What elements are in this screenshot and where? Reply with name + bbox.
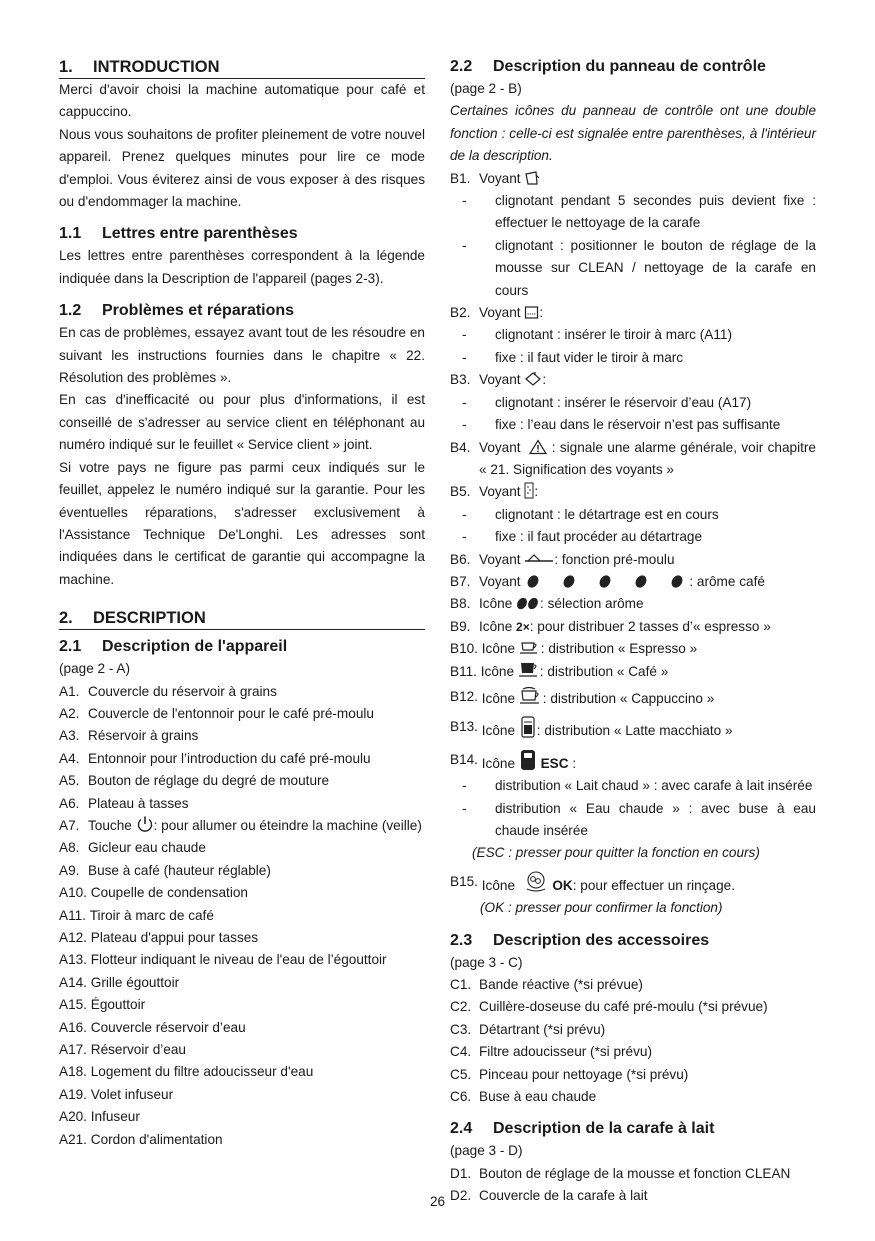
descale-icon xyxy=(524,482,534,499)
list-item: A18. Logement du filtre adoucisseur d'eau xyxy=(59,1064,314,1080)
left-column xyxy=(59,56,425,1151)
cappuccino-cup-icon xyxy=(519,686,543,706)
power-icon xyxy=(136,815,154,833)
b10-item: B10. Icône : distribution « Espresso » xyxy=(450,641,698,657)
page-number: 26 xyxy=(429,1194,446,1209)
right-column xyxy=(450,56,816,1208)
section-2-2-note: Certaines icônes du panneau de contrôle ont une double fonction : celle-ci est signalée entre parenthèses, à l'intérieur de la description. xyxy=(450,103,816,164)
pre-ground-icon xyxy=(524,553,554,567)
section-2-2-ref: (page 2 - B) xyxy=(450,81,522,96)
b2-sub-1: - clignotant : insérer le tiroir à marc (A11) xyxy=(462,327,732,343)
section-2-4-ref: (page 3 - D) xyxy=(450,1143,523,1159)
list-item: C5. Pinceau pour nettoyage (*si prévu) xyxy=(450,1066,689,1082)
list-item: A13. Flotteur indiquant le niveau de l'eau de l’égouttoir xyxy=(59,952,387,968)
list-item: A16. Couvercle réservoir d’eau xyxy=(59,1019,246,1035)
list-item: A20. Infuseur xyxy=(59,1109,140,1125)
b13-item: B13. Icône : distribution « Latte macchiato » xyxy=(450,716,816,742)
b14-item: B14. Icône ESC : xyxy=(450,749,816,775)
section-2-3-heading: 2.3 Description des accessoires xyxy=(450,931,710,949)
latte-macchiato-icon xyxy=(519,716,537,738)
list-item: A5. Bouton de réglage du degré de mouture xyxy=(59,773,330,789)
list-item: C6. Buse à eau chaude xyxy=(450,1089,597,1105)
ok-label: OK xyxy=(552,877,573,893)
list-item: C3. Détartrant (*si prévu) xyxy=(450,1021,606,1037)
coffee-cup-icon xyxy=(518,661,540,679)
b8-item: B8. Icône : sélection arôme xyxy=(450,596,644,612)
list-item: A14. Grille égouttoir xyxy=(59,974,180,990)
b2-item: B2. Voyant : xyxy=(450,305,544,321)
b11-item: B11. Icône : distribution « Café » xyxy=(450,661,816,683)
section-2-4-heading: 2.4 Description de la carafe à lait xyxy=(450,1120,715,1138)
milk-water-icon xyxy=(519,749,537,771)
list-item: A11. Tiroir à marc de café xyxy=(59,907,214,923)
section-2-2-heading: 2.2 Description du panneau de contrôle xyxy=(450,58,766,75)
grounds-container-icon xyxy=(524,305,539,320)
two-cups-icon: 2× xyxy=(516,619,530,634)
b12-item: B12. Icône : distribution « Cappuccino » xyxy=(450,686,816,710)
b1-item: B1. Voyant xyxy=(450,168,816,190)
section-1-1-heading: 1.1 Lettres entre parenthèses xyxy=(59,225,298,243)
section-2-1-heading: 2.1 Description de l'appareil xyxy=(59,638,288,656)
b4-item: B4. Voyant : signale une alarme générale, voir chapitre « 21. Signification des voyants » xyxy=(450,439,816,477)
section-1-2-heading: 1.2 Problèmes et réparations xyxy=(59,302,295,320)
b7-item: B7. Voyant : arôme café xyxy=(450,573,765,589)
b2-sub-2: - fixe : il faut vider le tiroir à marc xyxy=(462,349,684,365)
intro-para-2: Nous vous souhaitons de profiter pleinement de votre nouvel appareil. Prenez quelques minutes pour lire ce mode d'emploi. Vous éviterez ainsi de vous exposer à des risques ou d'endommager la machine. xyxy=(59,126,425,210)
list-item: A19. Volet infuseur xyxy=(59,1086,174,1102)
espresso-cup-icon xyxy=(519,639,541,656)
list-item: D2. Couvercle de la carafe à lait xyxy=(450,1188,648,1204)
list-item: A3. Réservoir à grains xyxy=(59,728,199,744)
list-item: A12. Plateau d'appui pour tasses xyxy=(59,930,259,945)
b5-sub-2: - fixe : il faut procéder au détartrage xyxy=(462,529,703,545)
b5-item: B5. Voyant : xyxy=(450,484,539,500)
b3-sub-1: - clignotant : insérer le réservoir d’eau (A17) xyxy=(462,394,752,410)
b14-note: (ESC : presser pour quitter la fonction en cours) xyxy=(472,845,760,861)
b14-sub-1: - distribution « Lait chaud » : avec carafe à lait insérée xyxy=(462,778,813,794)
esc-label: ESC xyxy=(540,755,569,771)
b14-sub-2: - distribution « Eau chaude » : avec buse à eau chaude insérée xyxy=(462,800,816,838)
list-item: A8. Gicleur eau chaude xyxy=(59,840,206,856)
section-2-heading: 2. DESCRIPTION xyxy=(59,607,425,630)
list-item: A2. Couvercle de l'entonnoir pour le café pré-moulu xyxy=(59,705,374,721)
b5-sub-1: - clignotant : le détartrage est en cours xyxy=(462,506,719,522)
list-item: C2. Cuillère-doseuse du café pré-moulu (*si prévue) xyxy=(450,999,768,1015)
b1-sub-2: - clignotant : positionner le bouton de réglage de la mousse sur CLEAN / nettoyage de la carafe en cours xyxy=(462,237,816,298)
carafe-clean-icon xyxy=(524,169,540,186)
b15-note: (OK : presser pour confirmer la fonction) xyxy=(480,900,723,916)
section-1-heading: 1. INTRODUCTION xyxy=(59,56,425,79)
list-item: A21. Cordon d'alimentation xyxy=(59,1131,223,1147)
b6-item: B6. Voyant : fonction pré-moulu xyxy=(450,551,675,567)
list-item: A17. Réservoir d’eau xyxy=(59,1042,186,1058)
list-item: A7. Touche : pour allumer ou éteindre la machine (veille) xyxy=(59,815,425,837)
list-item: C4. Filtre adoucisseur (*si prévu) xyxy=(450,1044,653,1060)
coffee-bean-icon xyxy=(524,574,689,589)
intro-para-1: Merci d'avoir choisi la machine automatique pour café et cappuccino. xyxy=(59,82,425,120)
a-list xyxy=(59,681,425,1152)
section-1-2-para-2: En cas d'inefficacité ou pour plus d'informations, il est conseillé de s'adresser au service client en téléphonant au numéro indiqué sur le feuillet « Service client » joint. xyxy=(59,392,425,453)
section-1-2-para-3: Si votre pays ne figure pas parmi ceux indiqués sur le feuillet, appelez le numéro indiqué sur la garantie. Pour les éventuelles réparations, s'adresser exclusivement à l'Assistance Technique De'Longhi. Les adresses sont indiquées dans le certificat de garantie qui accompagne la machine. xyxy=(59,459,425,587)
section-1-2-para-1: En cas de problèmes, essayez avant tout de les résoudre en suivant les instructions fournies dans le chapitre « 22. Résolution des problèmes ». xyxy=(59,325,425,386)
b3-item: B3. Voyant : xyxy=(450,372,547,388)
b1-sub-1: - clignotant pendant 5 secondes puis devient fixe : effectuer le nettoyage de la carafe xyxy=(462,193,816,231)
list-item: A6. Plateau à tasses xyxy=(59,795,189,811)
list-item: A4. Entonnoir pour l’introduction du café pré-moulu xyxy=(59,750,371,766)
list-item: A9. Buse à café (hauteur réglable) xyxy=(59,862,271,878)
list-item: A1. Couvercle du réservoir à grains xyxy=(59,683,277,699)
b9-item: B9. Icône 2×: pour distribuer 2 tasses d’« espresso » xyxy=(450,618,771,634)
list-item: C1. Bande réactive (*si prévue) xyxy=(450,977,643,993)
b15-item: B15. Icône OK: pour effectuer un rinçage. xyxy=(450,871,816,897)
b3-sub-2: - fixe : l’eau dans le réservoir n’est pas suffisante xyxy=(462,417,781,433)
section-2-1-ref: (page 2 - A) xyxy=(59,661,131,677)
list-item: A10. Coupelle de condensation xyxy=(59,885,248,901)
rinse-icon xyxy=(523,871,549,893)
list-item: D1. Bouton de réglage de la mousse et fonction CLEAN xyxy=(450,1165,791,1181)
list-item: A15. Égouttoir xyxy=(59,997,146,1013)
water-tank-icon xyxy=(524,371,542,387)
alarm-warning-icon xyxy=(529,439,547,455)
aroma-select-icon xyxy=(516,596,540,611)
section-1-1-text: Les lettres entre parenthèses correspondent à la légende indiquée dans la Description de l'appareil (pages 2-3). xyxy=(59,248,425,286)
section-2-3-ref: (page 3 - C) xyxy=(450,954,523,970)
